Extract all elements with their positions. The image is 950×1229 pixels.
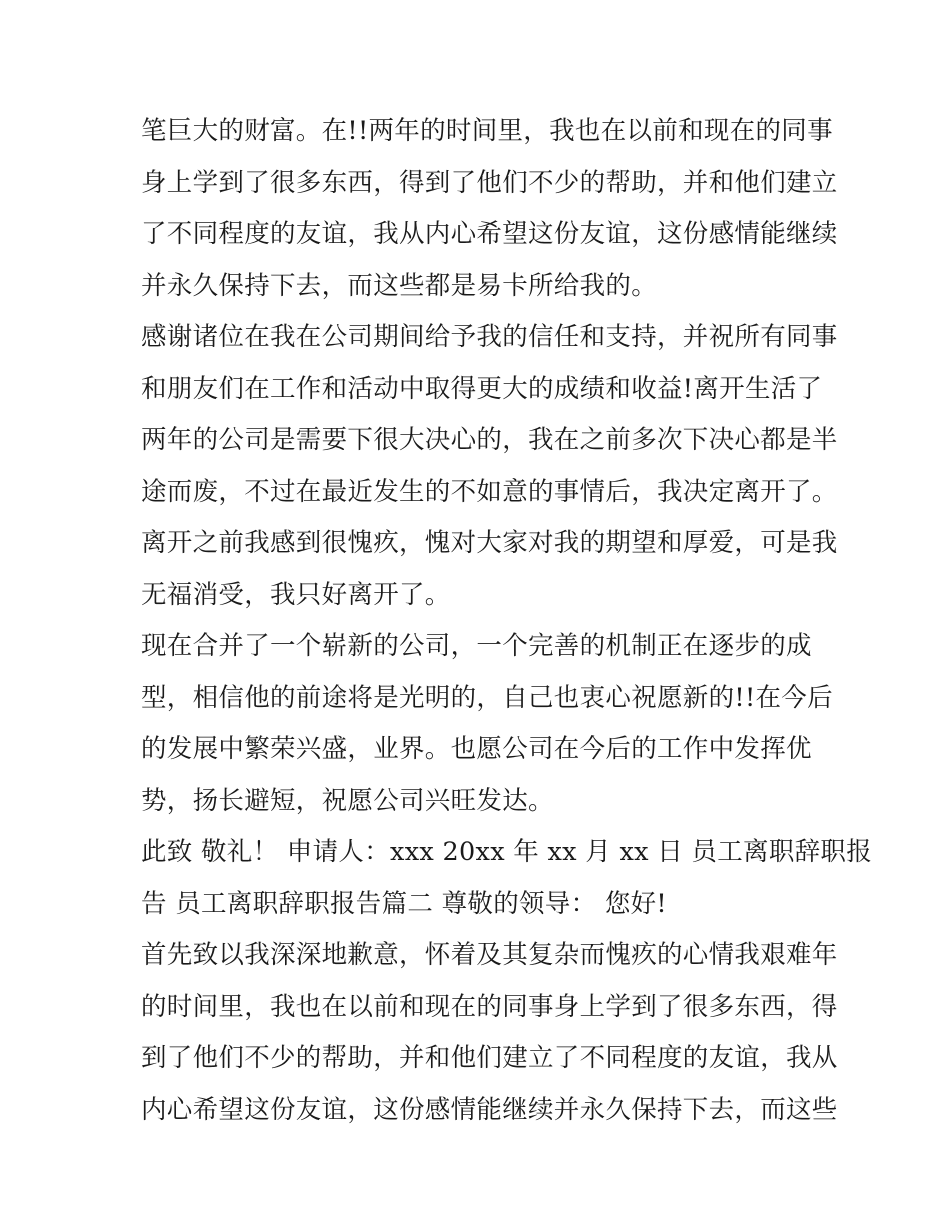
text-line: 的时间里，我也在以前和现在的同事身上学到了很多东西，得 xyxy=(141,991,838,1022)
text-line: 身上学到了很多东西，得到了他们不少的帮助，并和他们建立 xyxy=(141,167,838,198)
text-line: 的发展中繁荣兴盛，业界。也愿公司在今后的工作中发挥优 xyxy=(141,734,812,764)
text-line: 首先致以我深深地歉意，怀着及其复杂而愧疚的心情我艰难年 xyxy=(141,940,838,970)
text-line: 型，相信他的前途将是光明的，自己也衷心祝愿新的!!在今后 xyxy=(141,682,833,713)
text-line: 无福消受，我只好离开了。 xyxy=(141,579,451,610)
text-line: 离开之前我感到很愧疚，愧对大家对我的期望和厚爱，可是我 xyxy=(141,528,838,558)
text-line: 了不同程度的友谊，我从内心希望这份友谊，这份感情能继续 xyxy=(141,219,838,249)
text-line: 到了他们不少的帮助，并和他们建立了不同程度的友谊，我从 xyxy=(141,1043,838,1073)
text-line: 此致 敬礼！ 申请人：xxx 20xx 年 xx 月 xx 日 员工离职辞职报 xyxy=(141,837,873,867)
text-line: 并永久保持下去，而这些都是易卡所给我的。 xyxy=(141,270,658,301)
text-line: 笔巨大的财富。在!!两年的时间里，我也在以前和现在的同事 xyxy=(141,116,833,146)
text-line: 告 员工离职辞职报告篇二 尊敬的领导： 您好! xyxy=(141,888,667,919)
text-line: 现在合并了一个崭新的公司，一个完善的机制正在逐步的成 xyxy=(141,631,812,661)
text-line: 感谢诸位在我在公司期间给予我的信任和支持，并祝所有同事 xyxy=(141,322,838,352)
text-line: 内心希望这份友谊，这份感情能继续并永久保持下去，而这些 xyxy=(141,1094,838,1125)
document-body xyxy=(141,106,873,1136)
text-line: 和朋友们在工作和活动中取得更大的成绩和收益!离开生活了 xyxy=(141,373,823,404)
text-line: 两年的公司是需要下很大决心的，我在之前多次下决心都是半 xyxy=(141,425,838,455)
text-line: 势，扬长避短，祝愿公司兴旺发达。 xyxy=(141,785,554,816)
text-line: 途而废，不过在最近发生的不如意的事情后，我决定离开了。 xyxy=(141,476,838,507)
